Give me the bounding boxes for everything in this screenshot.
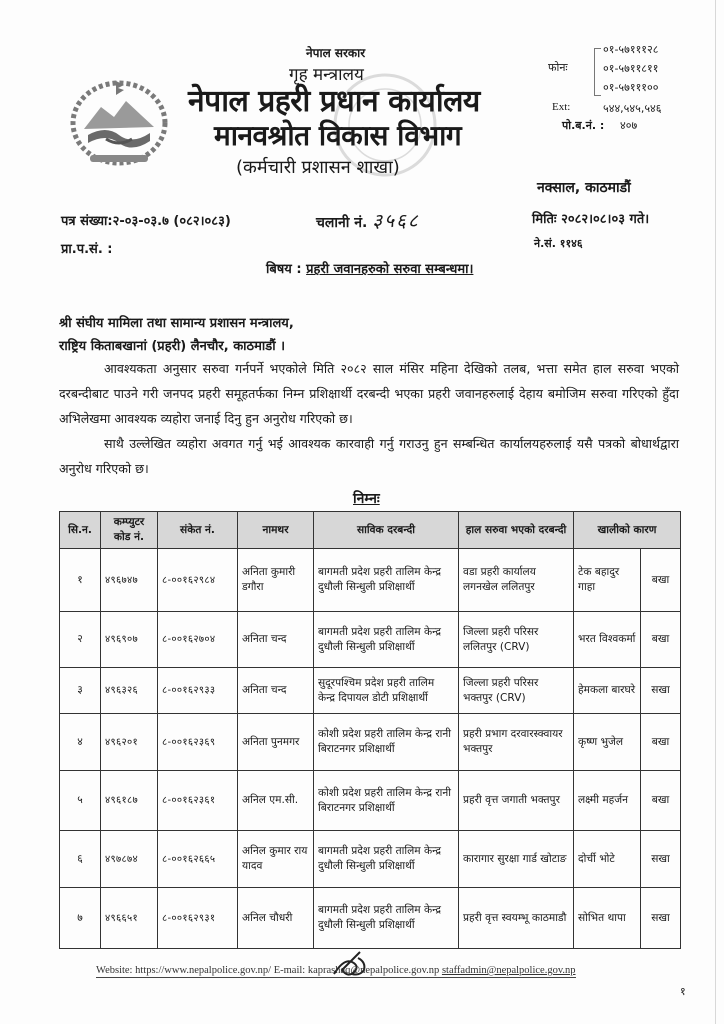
page-edge [715, 0, 716, 1024]
header-previous-post: साविक दरबन्दी [314, 512, 459, 549]
name-cell: अनिल चौधरी [238, 888, 314, 949]
previous-post-cell: बागमती प्रदेश प्रहरी तालिम केन्द्र दुधौली सिन्धुली प्रशिक्षार्थी [314, 612, 459, 668]
vacancy-person-cell: हेमकला बारघरे [574, 668, 641, 714]
phone-number: ०१-५७१११२८ [603, 43, 659, 56]
department-name: मानवश्रोत विकास विभाग [214, 119, 462, 152]
nepal-sambat: ने.सं. ११४६ [534, 237, 583, 250]
name-cell: अनिता चन्द [238, 668, 314, 714]
vacancy-type-cell: सखा [641, 668, 681, 714]
body-paragraph-1: आवश्यकता अनुसार सरुवा गर्नपर्ने भएकोले मिति २०८२ साल मंसिर महिना देखिको तलब, भत्ता समेत हाल सरुवा भएको दरबन्दीबाट पाउने गरी जनपद प्रहरी समूहतर्फका निम्न प्रशिक्षार्थी दरबन्दी भएका प्रहरी जवानहरुलाई देहाय बमोजिम सरुवा गरिएको हुँदा अभिलेखमा आवश्यक व्यहोरा जनाई दिनु हुन अनुरोध गरिएको छ। [59, 361, 679, 426]
transfer-table [59, 511, 681, 949]
computer-code-cell: ४९६३२६ [101, 668, 158, 714]
ext-value: ५४४,५४५,५४६ [603, 102, 662, 115]
vacancy-person-cell: लक्ष्मी महर्जन [574, 771, 641, 831]
name-cell: अनिल कुमार राय यादव [238, 831, 314, 888]
prapa-label: प्रा.प.सं. : [61, 242, 113, 257]
dispatch-number: ३५६८ [372, 210, 420, 232]
table-row [60, 831, 681, 888]
previous-post-cell: बागमती प्रदेश प्रहरी तालिम केन्द्र दुधौली सिन्धुली प्रशिक्षार्थी [314, 549, 459, 612]
symbol-number-cell: ८-००१६२६६५ [158, 831, 238, 888]
computer-code-cell: ४९६७४७ [101, 549, 158, 612]
header-name: नामथर [238, 512, 314, 549]
symbol-number-cell: ८-००१६२९३३ [158, 668, 238, 714]
computer-code-cell: ४९६६५१ [101, 888, 158, 949]
vacancy-person-cell: टेक बहादुर गाहा [574, 549, 641, 612]
pobox-value: ४०७ [620, 119, 638, 132]
table-row [60, 549, 681, 612]
subject-label: बिषय : [266, 262, 302, 277]
previous-post-cell: कोशी प्रदेश प्रहरी तालिम केन्द्र रानी बिराटनगर प्रशिक्षार्थी [314, 714, 459, 771]
addressee-line-1: श्री संघीय मामिला तथा सामान्य प्रशासन मन्त्रालय, [59, 316, 294, 331]
current-post-cell: प्रहरी वृत्त जगाती भक्तपुर [459, 771, 574, 831]
government-name: नेपाल सरकार [306, 46, 366, 60]
office-location: नक्साल, काठमाडौं [537, 180, 631, 196]
previous-post-cell: सुदूरपश्चिम प्रदेश प्रहरी तालिम केन्द्र दिपायल डोटी प्रशिक्षार्थी [314, 668, 459, 714]
phone-number: ०१-५७११८११ [603, 62, 659, 75]
computer-code-cell: ४९६२०१ [101, 714, 158, 771]
header-current-post: हाल सरुवा भएको दरबन्दी [459, 512, 574, 549]
subject-line [266, 259, 473, 277]
header-symbol-number: संकेत नं. [158, 512, 238, 549]
nepal-emblem-icon [66, 77, 172, 167]
symbol-number-cell: ८-००१६२९३१ [158, 888, 238, 949]
header-serial: सि.न. [60, 512, 101, 549]
previous-post-cell: बागमती प्रदेश प्रहरी तालिम केन्द्र दुधौली सिन्धुली प्रशिक्षार्थी [314, 888, 459, 949]
name-cell: अनिता चन्द [238, 612, 314, 668]
current-post-cell: जिल्ला प्रहरी परिसर ललितपुर (CRV) [459, 612, 574, 668]
dispatch-label: चलानी नं. [316, 215, 368, 231]
vacancy-person-cell: कृष्ण भुजेल [574, 714, 641, 771]
current-post-cell: प्रहरी प्रभाग दरवारस्क्वायर भक्तपुर [459, 714, 574, 771]
serial-cell: ७ [60, 888, 101, 949]
current-post-cell: प्रहरी वृत्त स्वयम्भू काठमाडौ [459, 888, 574, 949]
phone-brace [594, 48, 601, 96]
current-post-cell: कारागार सुरक्षा गार्ड खोटाङ [459, 831, 574, 888]
reference-number: पत्र संख्या:२-०३-०३.७ (०८२।०८३) [61, 214, 231, 229]
website-label: Website: [96, 965, 133, 976]
email-label: E-mail: [273, 965, 306, 976]
symbol-number-cell: ८-००१६२७०४ [158, 612, 238, 668]
vacancy-type-cell: बखा [641, 549, 681, 612]
table-row [60, 888, 681, 949]
serial-cell: ४ [60, 714, 101, 771]
vacancy-type-cell: बखा [641, 714, 681, 771]
serial-cell: १ [60, 549, 101, 612]
phone-number: ०१-५७१११०० [603, 81, 659, 94]
symbol-number-cell: ८-००१६२९८४ [158, 549, 238, 612]
table-row [60, 714, 681, 771]
vacancy-person-cell: भरत विश्वकर्मा [574, 612, 641, 668]
serial-cell: ६ [60, 831, 101, 888]
branch-name: (कर्मचारी प्रशासन शाखा) [236, 157, 400, 178]
table-row [60, 612, 681, 668]
letter-date: मितिः २०८२।०८।०३ गते। [532, 212, 650, 227]
vacancy-person-cell: सोभित थापा [574, 888, 641, 949]
phone-label: फोनः [548, 61, 568, 74]
computer-code-cell: ४९६१८७ [101, 771, 158, 831]
subject-text: प्रहरी जवानहरुको सरुवा सम्बन्धमा। [306, 262, 474, 277]
computer-code-cell: ४९७८७४ [101, 831, 158, 888]
ext-label: Ext: [552, 101, 571, 113]
name-cell: अनिता पुनमगर [238, 714, 314, 771]
table-header-row [60, 512, 681, 549]
email-link-2[interactable]: staffadmin@nepalpolice.gov.np [441, 965, 576, 976]
office-name: नेपाल प्रहरी प्रधान कार्यालय [188, 84, 480, 119]
computer-code-cell: ४९६९०७ [101, 612, 158, 668]
symbol-number-cell: ८-००१६२३६१ [158, 771, 238, 831]
email-link-1[interactable]: kaprashaq@nepalpolice.gov.np [307, 965, 440, 976]
serial-cell: ५ [60, 771, 101, 831]
pobox-label: पो.ब.नं. : [562, 119, 605, 132]
vacancy-type-cell: बखा [641, 612, 681, 668]
header-computer-code: कम्प्युटर कोड नं. [101, 512, 158, 549]
vacancy-type-cell: सखा [641, 831, 681, 888]
vacancy-person-cell: दोर्ची भोटे [574, 831, 641, 888]
name-cell: अनिल एम.सी. [238, 771, 314, 831]
previous-post-cell: बागमती प्रदेश प्रहरी तालिम केन्द्र दुधौली सिन्धुली प्रशिक्षार्थी [314, 831, 459, 888]
vacancy-type-cell: सखा [641, 888, 681, 949]
table-row [60, 771, 681, 831]
addressee-line-2: राष्ट्रिय किताबखानां (प्रहरी) लैनचौर, काठमाडौं । [59, 339, 286, 354]
ministry-name: गृह मन्त्रालय [289, 65, 364, 85]
footer-contact [96, 965, 576, 978]
serial-cell: ३ [60, 668, 101, 714]
current-post-cell: जिल्ला प्रहरी परिसर भक्तपुर (CRV) [459, 668, 574, 714]
name-cell: अनिता कुमारी डगौरा [238, 549, 314, 612]
header-vacancy-reason: खालीको कारण [574, 512, 681, 549]
previous-post-cell: कोशी प्रदेश प्रहरी तालिम केन्द्र रानी बिराटनगर प्रशिक्षार्थी [314, 771, 459, 831]
dispatch-number-block [316, 207, 420, 233]
vacancy-type-cell: बखा [641, 771, 681, 831]
serial-cell: २ [60, 612, 101, 668]
website-link[interactable]: https://www.nepalpolice.gov.np/ [135, 965, 272, 976]
table-row [60, 668, 681, 714]
symbol-number-cell: ८-००१६२३६९ [158, 714, 238, 771]
current-post-cell: वडा प्रहरी कार्यालय लगनखेल ललितपुर [459, 549, 574, 612]
page-number: १ [680, 985, 686, 998]
list-heading: निम्नः [353, 491, 380, 507]
body-paragraph-2: साथै उल्लेखित व्यहोरा अवगत गर्नु भई आवश्यक कारवाही गर्नु गराउनु हुन सम्बन्धित कार्यालयहरुलाई यसै पत्रको बोधार्थद्वारा अनुरोध गरिएको छ। [59, 436, 679, 476]
